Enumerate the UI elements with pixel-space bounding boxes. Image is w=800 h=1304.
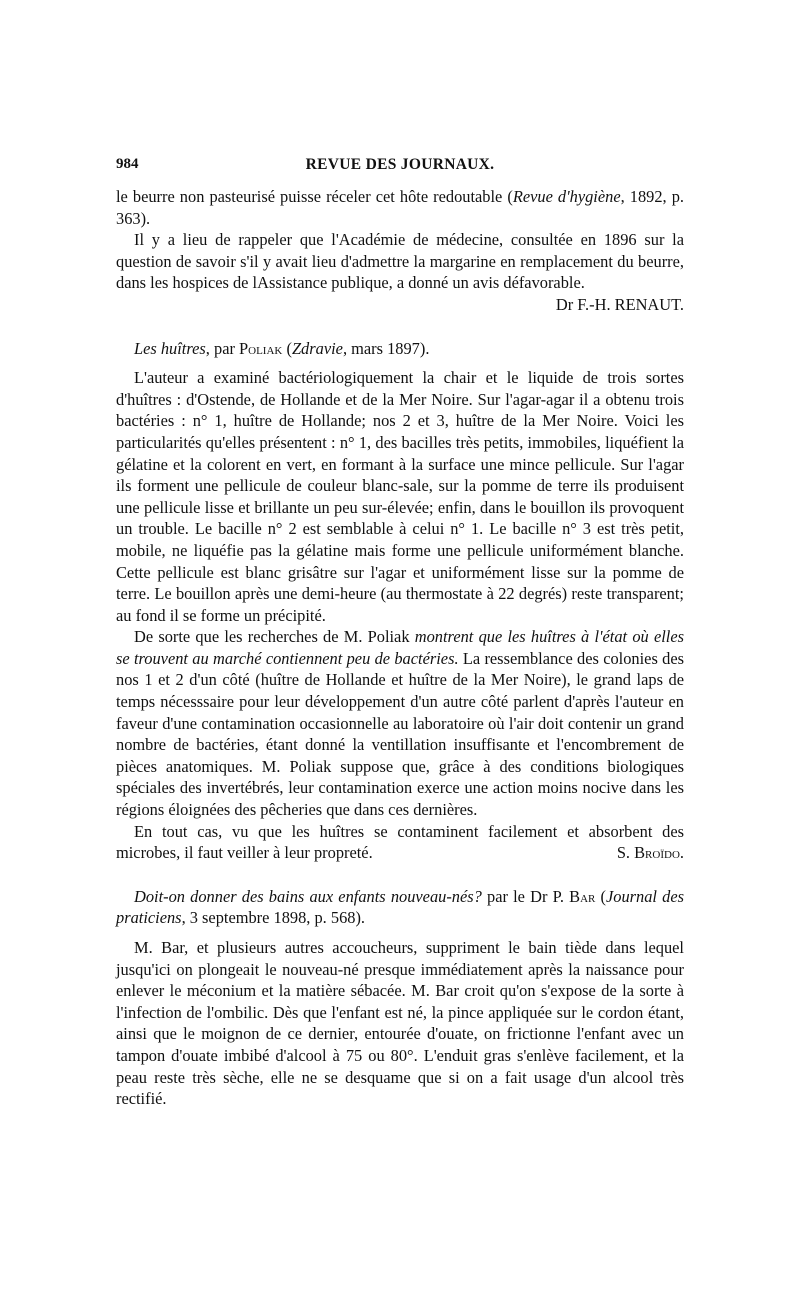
section1-paragraph-1: le beurre non pasteurisé puisse réceler cet hôte redoutable (Revue d'hygiène, 1892, p. 363). [116,187,684,228]
article-title-bains: Doit-on donner des bains aux enfants nouveau-nés? par le Dr P. Bar (Journal des praticiens, 3 septembre 1898, p. 568). [116,886,685,928]
author-poliak: Poliak [239,338,283,358]
journal-citation: Revue d'hygiène [512,187,621,206]
source-journal-praticiens: Journal des praticiens [116,886,685,928]
huitres-paragraph-2: De sorte que les recherches de M. Poliak montrent que les huîtres à l'état où elles se trouvent au marché contiennent peu de bactéries. La ressemblance des colonies des nos 1 et 2 d'un côté (huître de Hollande et huître de la Mer Noire), le grand laps de temps nécesssaire pour leur développement d'un autre côté parlent d'après l'auteur en faveur d'une contamination occasionnelle au laboratoire où l'air doit contenir un grand nombre de bactéries, étant donné la ventillation insuffisante et l'encombrement de pièces anatomiques. M. Poliak suppose que, grâce à des conditions biologiques spéciales des invertébrés, leur contamination exerce une action moins nocive dans les régions éloignées des pêcheries que dans ces dernières. [116,627,684,820]
page-number: 984 [116,156,139,172]
page-header [116,152,684,180]
running-title: REVUE DES JOURNAUX. [305,156,495,173]
huitres-paragraph-3: En tout cas, vu que les huîtres se contaminent facilement et absorbent des microbes, il faut veiller à leur propreté. S. Broïdo. [116,821,684,863]
signature-renaut: Dr F.-H. RENAUT. [555,294,684,314]
bains-paragraph-1: M. Bar, et plusieurs autres accoucheurs, suppriment le bain tiède dans lequel jusqu'ici on plongeait le nouveau-né presque immédiatement après la naissance pour enlever le méconium et la matière sébacée. M. Bar croit qu'on s'expose de la sorte à l'infection de l'ombilic. Dès que l'enfant est né, la pince appliquée sur le cordon étant, ainsi que le moignon de ce dernier, entourée d'ouate, on frictionne l'enfant avec un tampon d'ouate imbibé d'alcool à 75 ou 80°. L'enduit gras s'enlève facilement, et la peau reste très sèche, elle ne se desquame que si on a fait usage d'un alcool très rectifié. [116,938,684,1109]
article-title-huitres: Les huîtres, par Poliak (Zdravie, mars 1897). [134,338,430,358]
signature-broido: S. Broïdo. [616,843,684,863]
source-zdravie: Zdravie [291,338,343,358]
document-page [116,152,684,1110]
author-bar: Bar [569,886,596,906]
huitres-paragraph-1: L'auteur a examiné bactériologiquement la chair et le liquide de trois sortes d'huîtres : d'Ostende, de Hollande et de la Mer Noire. Sur l'agar-agar il a obtenu trois bactéries : n° 1, huître de Hollande; nos 2 et 3, huître de la Mer Noire. Voici les particularités qu'elles présentent : n° 1, des bacilles très petits, immobiles, liquéfient la gélatine et la colorent en vert, en formant à la surface une mince pellicule. Sur l'agar ils forment une pellicule de couleur blanc-sale, sur la pomme de terre ils produisent une pellicule lisse et brillante un peu sur-élevée; enfin, dans le bouillon ils provoquent un trouble. Le bacille n° 2 est semblable à celui n° 1. Le bacille n° 3 est très petit, mobile, ne liquéfie pas la gélatine mais forme une pellicule uniformément blanche. Cette pellicule est blanc grisâtre sur l'agar et uniformément lisse sur la pomme de terre. Le bouillon après une demi-heure (au thermostate à 22 degrés) reste transparent; au fond il se forme un précipité. [116,368,684,625]
section1-paragraph-2: Il y a lieu de rappeler que l'Académie de médecine, consultée en 1896 sur la question de savoir s'il y avait lieu d'admettre la margarine en remplacement du beurre, dans les hospices de lAssistance publique, a donné un avis défavorable. Dr F.-H. RENAUT. [116,230,684,314]
